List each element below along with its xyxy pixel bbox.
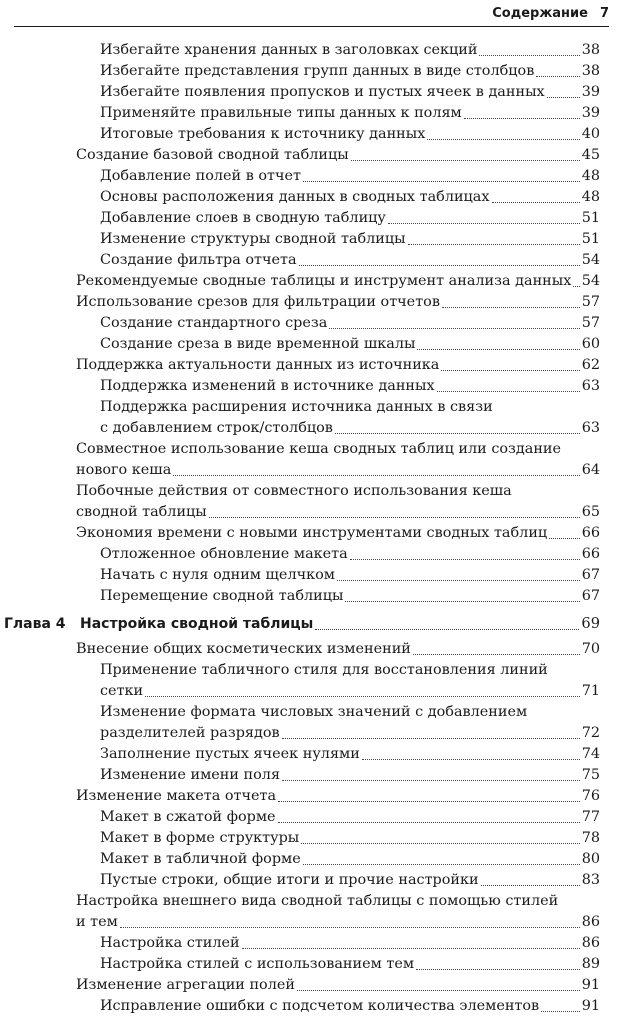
leader-dots [408,244,580,245]
leader-dots [417,349,579,350]
toc-entry[interactable] [100,103,600,124]
toc-entry-page: 75 [581,767,600,783]
toc-entry-page: 63 [581,378,600,394]
toc-entry-page: 38 [581,42,600,58]
toc-entry-title: Пустые строки, общие итоги и прочие настройки [100,872,479,888]
toc-entry-title: Создание базовой сводной таблицы [76,147,349,163]
toc-entry-title-line: Поддержка расширения источника данных в связи [100,399,493,415]
header-rule [14,26,609,27]
toc-entry-page: 77 [581,809,600,825]
toc-entry-page: 62 [581,357,600,373]
toc-entry[interactable] [76,786,600,807]
toc-entry[interactable] [76,891,600,933]
toc-entry-title: Перемещение сводной таблицы [100,588,344,604]
toc-entry-title-line: Совместное использование кеша сводных таблиц или создание [76,441,562,457]
toc-entry-title: сводной таблицы [76,504,207,520]
toc-entry-title-line: Побочные действия от совместного использования кеша [76,483,512,499]
toc-entry-page: 66 [581,546,600,562]
leader-dots [416,969,580,970]
leader-dots [413,654,580,655]
toc-entry[interactable] [100,82,600,103]
leader-dots [547,97,580,98]
toc-entry-title: Создание стандартного среза [100,315,328,331]
leader-dots [541,1011,580,1012]
leader-dots [335,433,580,434]
toc-entry-title: Изменение макета отчета [76,788,277,804]
chapter-label: Глава 4 [4,616,66,632]
leader-dots [145,696,580,697]
toc-entry-title: Применяйте правильные типы данных к полям [100,105,462,121]
toc-entry[interactable] [100,124,600,145]
leader-dots [442,307,580,308]
toc-entry[interactable] [100,61,600,82]
toc-entry-title: Макет в сжатой форме [100,809,276,825]
leader-dots [350,559,580,560]
toc-entry-title: Создание среза в виде временной шкалы [100,336,416,352]
toc-entry-title: Начать с нуля одним щелчком [100,567,335,583]
toc-entry-page: 67 [581,588,600,604]
toc-entry-page: 40 [581,126,600,142]
leader-dots [278,801,580,802]
toc-entry-title: Поддержка актуальности данных из источника [76,357,440,373]
toc-entry[interactable] [100,933,600,954]
toc-entry-page: 57 [581,294,600,310]
leader-dots [282,780,580,781]
toc-entry[interactable] [100,954,600,975]
toc-entry-page: 48 [581,168,600,184]
leader-dots [303,864,580,865]
toc-entry[interactable] [100,229,600,250]
toc-entry-title: Создание фильтра отчета [100,252,297,268]
toc-entry-page: 38 [581,63,600,79]
toc-entry-title: разделителей разрядов [100,725,280,741]
toc-entry[interactable] [100,313,600,334]
leader-dots [303,181,580,182]
leader-dots [209,517,580,518]
header-page-number: 7 [599,5,609,21]
toc-entry[interactable] [76,271,600,292]
leader-dots [278,822,580,823]
leader-dots [437,391,580,392]
leader-dots [282,738,580,739]
toc-entry[interactable] [100,376,600,397]
toc-entry-page: 80 [581,851,600,867]
toc-entry-page: 83 [581,872,600,888]
running-header [29,0,609,26]
leader-dots [388,223,580,224]
toc-entry[interactable] [100,765,600,786]
leader-dots [351,160,580,161]
toc-entry-title: Поддержка изменений в источнике данных [100,378,435,394]
toc-entry[interactable] [100,208,600,229]
leader-dots [329,328,579,329]
toc-entry-page: 48 [581,189,600,205]
toc-entry[interactable] [76,439,600,481]
leader-dots [362,759,580,760]
toc-section-after [0,639,627,1017]
toc-entry-title: Добавление полей в отчет [100,168,302,184]
leader-dots [464,118,580,119]
toc-entry-title-line: Настройка внешнего вида сводной таблицы с помощью стилей [76,893,559,909]
toc-entry-page: 86 [581,914,600,930]
toc-entry-title-line: Применение табличного стиля для восстановления линий [100,662,548,678]
toc-entry[interactable] [76,355,600,376]
toc-entry-title: Рекомендуемые сводные таблицы и инструмент анализа данных [76,273,572,289]
toc-entry-page: 51 [581,231,600,247]
toc-entry[interactable] [100,544,600,565]
toc-entry-title: Внесение общих косметических изменений [76,641,411,657]
toc-entry-title: Использование срезов для фильтрации отчетов [76,294,440,310]
toc-entry-title: Макет в табличной форме [100,851,301,867]
leader-dots [441,370,579,371]
toc-entry-title: Изменение агрегации полей [76,977,295,993]
toc-entry[interactable] [100,397,600,439]
leader-dots [315,629,579,630]
toc-entry-title: Исправление ошибки с подсчетом количества элементов [100,998,540,1014]
toc-entry[interactable] [100,702,600,744]
toc-entry-title: Изменение структуры сводной таблицы [100,231,406,247]
leader-dots [297,990,580,991]
toc-entry[interactable] [100,807,600,828]
toc-entry-title: Избегайте хранения данных в заголовках секций [100,42,478,58]
toc-entry-title: и тем [76,914,118,930]
chapter-entry[interactable] [0,613,627,635]
leader-dots [120,927,580,928]
leader-dots [242,948,580,949]
leader-dots [337,580,580,581]
toc-entry-page: 57 [581,315,600,331]
header-title: Содержание [492,5,588,21]
leader-dots [492,202,580,203]
leader-dots [301,843,579,844]
toc-entry[interactable] [76,481,600,523]
toc-entry[interactable] [100,187,600,208]
toc-entry-title-line: Изменение формата числовых значений с добавлением [100,704,528,720]
toc-entry-title: Добавление слоев в сводную таблицу [100,210,386,226]
toc-entry-page: 78 [581,830,600,846]
leader-dots [427,139,579,140]
toc-entry-page: 91 [581,998,600,1014]
toc-entry[interactable] [100,40,600,61]
toc-entry-title: Настройка стилей с использованием тем [100,956,415,972]
toc-entry-page: 66 [581,525,600,541]
toc-entry[interactable] [76,292,600,313]
toc-entry-page: 54 [581,273,600,289]
toc-entry[interactable] [100,996,600,1017]
toc-entry-title: Настройка стилей [100,935,240,951]
toc-entry-page: 51 [581,210,600,226]
toc-entry-title: Экономия времени с новыми инструментами сводных таблиц [76,525,548,541]
toc-entry[interactable] [100,828,600,849]
toc-entry[interactable] [100,870,600,891]
toc-entry-page: 70 [581,641,600,657]
toc-entry-page: 60 [581,336,600,352]
toc-entry[interactable] [76,975,600,996]
toc-entry[interactable] [100,166,600,187]
toc-entry[interactable] [100,660,600,702]
toc-entry-page: 76 [581,788,600,804]
toc-entry-page: 74 [581,746,600,762]
toc-entry[interactable] [100,586,600,607]
toc-entry-title: Итоговые требования к источнику данных [100,126,426,142]
toc-entry[interactable] [76,523,600,544]
toc-entry-page: 64 [581,462,600,478]
toc-entry-page: 71 [581,683,600,699]
toc-entry-page: 54 [581,252,600,268]
leader-dots [481,885,580,886]
toc-entry-title: Отложенное обновление макета [100,546,348,562]
toc-entry-title: сетки [100,683,144,699]
toc-entry[interactable] [100,334,600,355]
toc-entry-page: 72 [581,725,600,741]
toc-entry[interactable] [76,145,600,166]
toc-entry[interactable] [100,565,600,586]
toc-entry-title: Избегайте представления групп данных в виде столбцов [100,63,535,79]
toc-entry[interactable] [100,744,600,765]
leader-dots [479,55,579,56]
toc-entry-page: 89 [581,956,600,972]
toc-entry-page: 45 [581,147,600,163]
toc-entry-page: 39 [581,84,600,100]
toc-entry-title: нового кеша [76,462,172,478]
toc-entry-title: Основы расположения данных в сводных таблицах [100,189,490,205]
leader-dots [173,475,579,476]
toc-entry-title: Изменение имени поля [100,767,281,783]
toc-entry-page: 63 [581,420,600,436]
toc-entry-title: Избегайте появления пропусков и пустых ячеек в данных [100,84,545,100]
chapter-page: 69 [581,615,600,632]
toc-entry[interactable] [76,639,600,660]
chapter-title: Настройка сводной таблицы [80,616,314,632]
toc-entry-page: 86 [581,935,600,951]
toc-entry-page: 39 [581,105,600,121]
toc-entry-page: 91 [581,977,600,993]
toc-section-before [0,40,627,607]
toc-entry-title: Макет в форме структуры [100,830,300,846]
toc-entry-page: 67 [581,567,600,583]
leader-dots [573,286,579,287]
toc-entry-title: Заполнение пустых ячеек нулями [100,746,360,762]
leader-dots [536,76,579,77]
table-of-contents [0,40,627,1017]
toc-entry-title: с добавлением строк/столбцов [100,420,333,436]
toc-entry[interactable] [100,849,600,870]
leader-dots [345,601,579,602]
toc-entry[interactable] [100,250,600,271]
leader-dots [299,265,580,266]
toc-entry-page: 65 [581,504,600,520]
leader-dots [549,538,580,539]
